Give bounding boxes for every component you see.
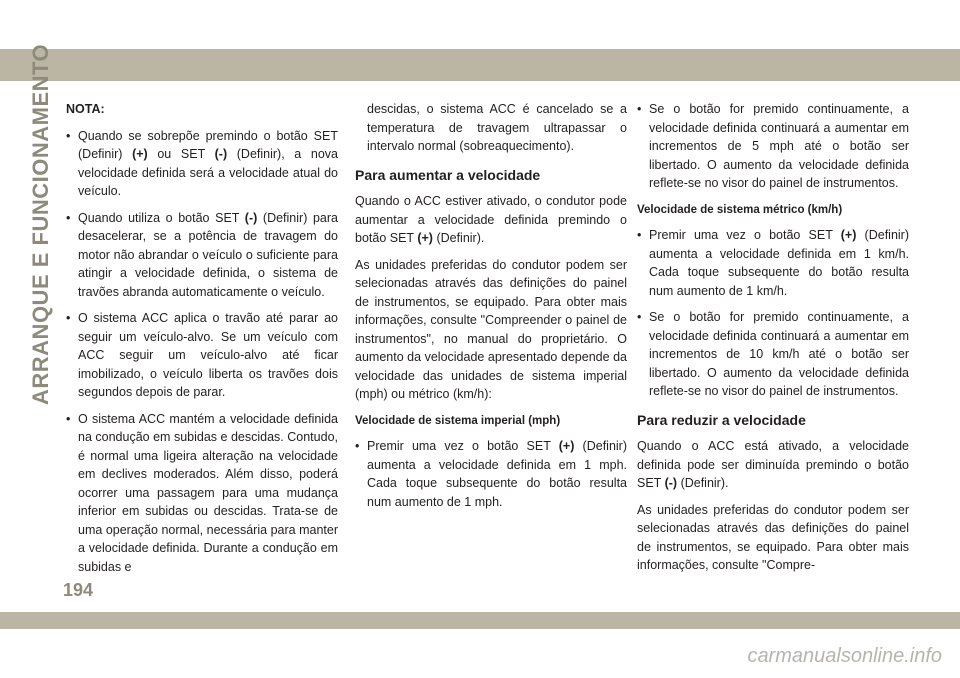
text: Se o botão for premido continuamente, a velocidade definida continuará a aumentar em incrementos de 5 mph até o botão ser libertado. O aumento da velocidade definida reflete-se no visor do painel de instrumentos. — [649, 102, 909, 190]
text: Se o botão for premido continuamente, a velocidade definida continuará a aumentar em incrementos de 10 km/h até o botão ser libertado. O aumento da velocidade definida reflete-se no visor do painel de instrumentos. — [649, 310, 909, 398]
text: (Definir) aumenta a velocidade definida em 1 mph. Cada toque subsequente do botão resulta num aumento de 1 mph. — [367, 439, 627, 509]
heading-metric: Velocidade de sistema métrico (km/h) — [637, 203, 843, 216]
text: O sistema ACC mantém a velocidade definida na condução em subidas e descidas. Contudo, é normal uma ligeira alteração na velocidade em declives moderados. Além disso, poderá ocorrer uma passagem para uma mudança inferior em subidas ou descidas. Trata-se de uma operação normal, necessária para manter a velocidade definida. Durante a condução em subidas e — [78, 411, 338, 574]
text: (Definir). — [436, 231, 485, 245]
footer-stripe — [0, 612, 960, 629]
heading-increase-speed: Para aumentar a velocidade — [355, 166, 541, 183]
heading-imperial: Velocidade de sistema imperial (mph) — [355, 414, 561, 427]
bullet-icon: • — [66, 411, 71, 426]
list-item — [355, 437, 627, 511]
bullet-icon: • — [66, 311, 71, 325]
continued-text: descidas, o sistema ACC é cancelado se a temperatura de travagem ultrapassar o intervalo normal (sobreaquecimento). — [367, 102, 627, 153]
page-number: 194 — [63, 580, 94, 600]
text: (Definir) aumenta a velocidade definida em 1 km/h. Cada toque subsequente do botão resulta num aumento de 1 km/h. — [649, 228, 909, 298]
bullet-icon: • — [66, 128, 71, 143]
key-label: (-) — [244, 210, 258, 225]
list-item — [637, 100, 909, 193]
list-item — [66, 410, 338, 577]
list-item — [637, 226, 909, 300]
note-label: NOTA: — [66, 102, 105, 116]
list-item — [66, 127, 338, 201]
text: Quando utiliza o botão SET — [78, 210, 240, 225]
text: Quando o ACC estiver ativado, o condutor pode aumentar a velocidade definida premindo o botão SET — [355, 194, 627, 245]
key-label: (-) — [214, 147, 228, 161]
key-label: (-) — [664, 476, 678, 490]
text: (Definir). — [680, 476, 729, 490]
list-item — [66, 209, 338, 302]
key-label: (+) — [417, 231, 433, 245]
paragraph: As unidades preferidas do condutor podem ser selecionadas através das definições do painel de instrumentos, se equipado. Para obter mais informações, consulte "Compre- — [637, 502, 909, 572]
header-stripe — [0, 49, 960, 81]
text: Premir uma vez o botão SET — [649, 228, 833, 242]
bullet-icon: • — [355, 439, 360, 453]
text: ou SET — [157, 147, 205, 161]
list-item — [66, 309, 338, 402]
text: O sistema ACC aplica o travão até parar ao seguir um veículo-alvo. Se um veículo com ACC seguir um veículo-alvo até ficar imobilizado, o veículo liberta os travões dois segundos depois de parar. — [78, 311, 338, 399]
paragraph — [355, 192, 627, 248]
column-1 — [66, 100, 338, 584]
key-label: (+) — [132, 147, 148, 161]
paragraph: As unidades preferidas do condutor podem ser selecionadas através das definições do painel de instrumentos, se equipado. Para obter mais informações, consulte "Compreender o painel de instrumentos", no manual do proprietário. O aumento da velocidade apresentado depende da velocidade das unidades de sistema imperial (mph) ou métrico (km/h): — [355, 257, 627, 401]
side-title-text: ARRANQUE E FUNCIONAMENTO — [28, 43, 53, 405]
column-2 — [355, 100, 627, 519]
bullet-icon: • — [66, 210, 71, 225]
key-label: (+) — [558, 439, 575, 453]
list-item — [637, 308, 909, 401]
paragraph — [637, 437, 909, 493]
text: Premir uma vez o botão SET — [367, 439, 551, 453]
bullet-icon: • — [637, 228, 642, 242]
watermark: carmanualsonline.info — [747, 645, 942, 667]
bullet-icon: • — [637, 102, 642, 116]
section-side-title — [28, 43, 53, 405]
text: (Definir) para desacelerar, se a potência de travagem do motor não abrandar o veículo o suficiente para atingir a velocidade definida, o sistema de travões abranda automaticamente o veículo. — [78, 210, 338, 299]
key-label: (+) — [840, 228, 857, 242]
heading-decrease-speed: Para reduzir a velocidade — [637, 411, 806, 428]
column-3 — [637, 100, 909, 583]
text: Quando o ACC está ativado, a velocidade definida pode ser diminuída premindo o botão SET — [637, 439, 909, 490]
text: (Definir), a nova velocidade definida será a velocidade atual do veículo. — [78, 147, 338, 198]
text: Quando se sobrepõe premindo o botão SET (Definir) — [78, 128, 338, 161]
bullet-icon: • — [637, 310, 642, 324]
header-band — [0, 0, 960, 49]
